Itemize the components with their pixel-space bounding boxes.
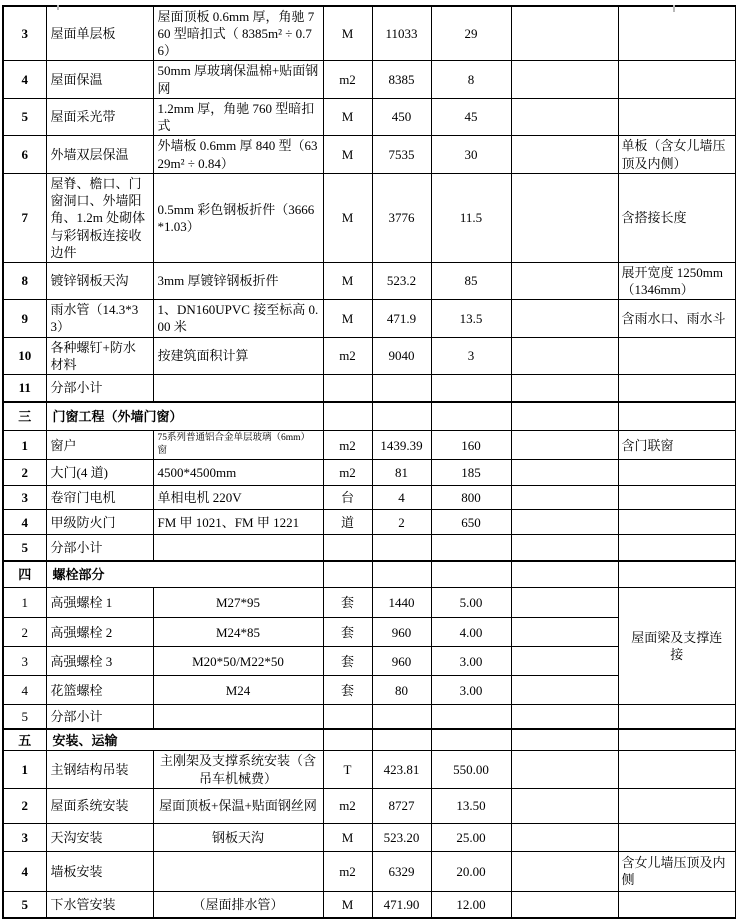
row-number-cell[interactable]: 2 <box>3 618 46 647</box>
price-cell[interactable]: 25.00 <box>431 823 511 851</box>
note-cell[interactable]: 含搭接长度 <box>618 174 736 263</box>
table-row <box>3 751 736 788</box>
spec-description-cell[interactable] <box>153 705 323 729</box>
unit-cell[interactable]: 套 <box>323 618 372 647</box>
quantity-cell[interactable] <box>372 561 431 588</box>
unit-cell[interactable]: m2 <box>323 460 372 486</box>
row-number-cell[interactable]: 4 <box>3 676 46 705</box>
unit-cell[interactable]: m2 <box>323 430 372 460</box>
blank-cell[interactable] <box>511 751 618 788</box>
quantity-cell[interactable]: 8385 <box>372 61 431 98</box>
unit-cell[interactable]: M <box>323 823 372 851</box>
blank-cell[interactable] <box>511 676 618 705</box>
price-cell[interactable]: 85 <box>431 262 511 299</box>
quantity-cell[interactable]: 3776 <box>372 174 431 263</box>
quantity-cell[interactable]: 960 <box>372 647 431 676</box>
unit-cell[interactable]: m2 <box>323 61 372 98</box>
price-cell[interactable]: 550.00 <box>431 751 511 788</box>
item-name-cell[interactable]: 外墙双层保温 <box>46 136 153 174</box>
item-name-cell[interactable]: 卷帘门电机 <box>46 486 153 510</box>
unit-cell[interactable]: 道 <box>323 510 372 535</box>
unit-cell[interactable] <box>323 705 372 729</box>
unit-cell[interactable]: m2 <box>323 337 372 374</box>
quantity-cell[interactable]: 423.81 <box>372 751 431 788</box>
note-cell[interactable] <box>618 61 736 98</box>
unit-cell[interactable]: M <box>323 891 372 918</box>
unit-cell[interactable]: m2 <box>323 851 372 891</box>
quantity-cell[interactable]: 471.90 <box>372 891 431 918</box>
blank-cell[interactable] <box>511 460 618 486</box>
unit-cell[interactable]: M <box>323 262 372 299</box>
table-row <box>3 337 736 374</box>
clipped-gridline-artifact <box>57 5 59 10</box>
unit-cell[interactable]: 套 <box>323 647 372 676</box>
section-number-cell[interactable]: 五 <box>3 729 46 751</box>
row-number-cell[interactable]: 3 <box>3 823 46 851</box>
unit-cell[interactable]: T <box>323 751 372 788</box>
item-name-cell[interactable]: 花篮螺栓 <box>46 676 153 705</box>
table-row <box>3 460 736 486</box>
quantity-cell[interactable]: 81 <box>372 460 431 486</box>
note-cell[interactable] <box>618 98 736 135</box>
blank-cell[interactable] <box>511 374 618 402</box>
table-row <box>3 535 736 561</box>
table-row <box>3 174 736 263</box>
section-header-row <box>3 402 736 430</box>
blank-cell[interactable] <box>511 788 618 823</box>
blank-cell[interactable] <box>511 174 618 263</box>
table-row <box>3 486 736 510</box>
spec-description-cell[interactable]: 钢板天沟 <box>153 823 323 851</box>
price-cell[interactable]: 4.00 <box>431 618 511 647</box>
spec-description-cell[interactable]: M20*50/M22*50 <box>153 647 323 676</box>
price-cell[interactable]: 5.00 <box>431 588 511 618</box>
item-name-cell[interactable]: 各种螺钉+防水材料 <box>46 337 153 374</box>
section-number-cell[interactable]: 三 <box>3 402 46 430</box>
blank-cell[interactable] <box>511 647 618 676</box>
item-name-cell[interactable]: 墙板安装 <box>46 851 153 891</box>
note-cell[interactable] <box>618 561 736 588</box>
blank-cell[interactable] <box>511 300 618 337</box>
item-name-cell[interactable]: 天沟安装 <box>46 823 153 851</box>
price-cell[interactable] <box>431 561 511 588</box>
blank-cell[interactable] <box>511 891 618 918</box>
blank-cell[interactable] <box>511 136 618 174</box>
unit-cell[interactable]: 台 <box>323 486 372 510</box>
table-row <box>3 705 736 729</box>
row-number-cell[interactable]: 5 <box>3 705 46 729</box>
unit-cell[interactable]: M <box>323 300 372 337</box>
blank-cell[interactable] <box>511 588 618 618</box>
blank-cell[interactable] <box>511 729 618 751</box>
row-number-cell[interactable]: 5 <box>3 535 46 561</box>
note-cell[interactable] <box>618 535 736 561</box>
quantity-cell[interactable]: 4 <box>372 486 431 510</box>
row-number-cell[interactable]: 4 <box>3 851 46 891</box>
price-cell[interactable]: 13.5 <box>431 300 511 337</box>
blank-cell[interactable] <box>511 535 618 561</box>
item-name-cell[interactable]: 屋面系统安装 <box>46 788 153 823</box>
unit-cell[interactable] <box>323 402 372 430</box>
row-number-cell[interactable]: 3 <box>3 647 46 676</box>
price-cell[interactable]: 800 <box>431 486 511 510</box>
section-title-cell[interactable]: 门窗工程（外墙门窗） <box>46 402 323 430</box>
table-row <box>3 61 736 98</box>
section-number-cell[interactable]: 四 <box>3 561 46 588</box>
quantity-cell[interactable]: 11033 <box>372 6 431 61</box>
quantity-cell[interactable] <box>372 705 431 729</box>
row-number-cell[interactable]: 6 <box>3 136 46 174</box>
spec-description-cell[interactable]: 按建筑面积计算 <box>153 337 323 374</box>
table-row <box>3 510 736 535</box>
spec-description-cell[interactable]: M24 <box>153 676 323 705</box>
quantity-cell[interactable]: 8727 <box>372 788 431 823</box>
spec-description-cell[interactable] <box>153 535 323 561</box>
blank-cell[interactable] <box>511 561 618 588</box>
blank-cell[interactable] <box>511 823 618 851</box>
price-cell[interactable]: 30 <box>431 136 511 174</box>
price-cell[interactable] <box>431 729 511 751</box>
note-cell[interactable] <box>618 788 736 823</box>
note-cell[interactable] <box>618 891 736 918</box>
row-number-cell[interactable]: 1 <box>3 588 46 618</box>
item-name-cell[interactable]: 高强螺栓 1 <box>46 588 153 618</box>
item-name-cell[interactable]: 大门(4 道) <box>46 460 153 486</box>
price-cell[interactable] <box>431 705 511 729</box>
unit-cell[interactable] <box>323 729 372 751</box>
price-cell[interactable]: 185 <box>431 460 511 486</box>
note-cell[interactable] <box>618 823 736 851</box>
table-row <box>3 98 736 135</box>
price-cell[interactable] <box>431 374 511 402</box>
unit-cell[interactable]: M <box>323 6 372 61</box>
quantity-cell[interactable]: 7535 <box>372 136 431 174</box>
price-cell[interactable]: 20.00 <box>431 851 511 891</box>
table-row <box>3 6 736 61</box>
quantity-cell[interactable]: 6329 <box>372 851 431 891</box>
row-number-cell[interactable]: 4 <box>3 510 46 535</box>
item-name-cell[interactable]: 分部小计 <box>46 374 153 402</box>
row-number-cell[interactable]: 3 <box>3 6 46 61</box>
row-number-cell[interactable]: 5 <box>3 98 46 135</box>
note-cell[interactable] <box>618 374 736 402</box>
quantity-cell[interactable]: 471.9 <box>372 300 431 337</box>
quantity-cell[interactable]: 80 <box>372 676 431 705</box>
note-cell[interactable]: 含女儿墙压顶及内侧 <box>618 851 736 891</box>
blank-cell[interactable] <box>511 510 618 535</box>
spec-description-cell[interactable]: 3mm 厚镀锌钢板折件 <box>153 262 323 299</box>
table-row <box>3 374 736 402</box>
price-cell[interactable]: 160 <box>431 430 511 460</box>
row-number-cell[interactable]: 4 <box>3 61 46 98</box>
blank-cell[interactable] <box>511 430 618 460</box>
spec-description-cell[interactable]: FM 甲 1021、FM 甲 1221 <box>153 510 323 535</box>
price-cell[interactable]: 8 <box>431 61 511 98</box>
spec-description-cell[interactable]: 75系列普通铝合金单层玻璃（6mm）窗 <box>153 430 323 460</box>
price-cell[interactable]: 45 <box>431 98 511 135</box>
note-cell[interactable] <box>618 402 736 430</box>
note-cell[interactable] <box>618 337 736 374</box>
note-cell[interactable] <box>618 751 736 788</box>
quantity-cell[interactable]: 1439.39 <box>372 430 431 460</box>
price-cell[interactable]: 650 <box>431 510 511 535</box>
row-number-cell[interactable]: 9 <box>3 300 46 337</box>
blank-cell[interactable] <box>511 262 618 299</box>
unit-cell[interactable]: 套 <box>323 588 372 618</box>
spec-description-cell[interactable]: M27*95 <box>153 588 323 618</box>
row-number-cell[interactable]: 3 <box>3 486 46 510</box>
note-cell[interactable] <box>618 510 736 535</box>
note-cell[interactable]: 屋面梁及支撑连接 <box>618 588 736 705</box>
spec-description-cell[interactable]: 1、DN160UPVC 接至标高 0.00 米 <box>153 300 323 337</box>
row-number-cell[interactable]: 7 <box>3 174 46 263</box>
row-number-cell[interactable]: 5 <box>3 891 46 918</box>
blank-cell[interactable] <box>511 618 618 647</box>
spec-description-cell[interactable]: 4500*4500mm <box>153 460 323 486</box>
unit-cell[interactable] <box>323 561 372 588</box>
note-cell[interactable] <box>618 486 736 510</box>
unit-cell[interactable]: M <box>323 174 372 263</box>
table-row <box>3 823 736 851</box>
quantity-cell[interactable] <box>372 402 431 430</box>
price-cell[interactable]: 12.00 <box>431 891 511 918</box>
price-cell[interactable]: 11.5 <box>431 174 511 263</box>
spec-description-cell[interactable]: （屋面排水管） <box>153 891 323 918</box>
unit-cell[interactable]: m2 <box>323 788 372 823</box>
spec-description-cell[interactable]: 50mm 厚玻璃保温棉+贴面钢网 <box>153 61 323 98</box>
note-cell[interactable] <box>618 729 736 751</box>
unit-cell[interactable] <box>323 535 372 561</box>
blank-cell[interactable] <box>511 98 618 135</box>
table-row <box>3 300 736 337</box>
quantity-cell[interactable]: 2 <box>372 510 431 535</box>
item-name-cell[interactable]: 窗户 <box>46 430 153 460</box>
note-cell[interactable]: 展开宽度 1250mm（1346mm） <box>618 262 736 299</box>
row-number-cell[interactable]: 2 <box>3 788 46 823</box>
row-number-cell[interactable]: 8 <box>3 262 46 299</box>
item-name-cell[interactable]: 屋面采光带 <box>46 98 153 135</box>
item-name-cell[interactable]: 屋面保温 <box>46 61 153 98</box>
spec-description-cell[interactable]: 主刚架及支撑系统安装（含吊车机械费） <box>153 751 323 788</box>
item-name-cell[interactable]: 主钢结构吊装 <box>46 751 153 788</box>
blank-cell[interactable] <box>511 705 618 729</box>
quantity-cell[interactable]: 523.20 <box>372 823 431 851</box>
price-cell[interactable]: 3.00 <box>431 647 511 676</box>
price-cell[interactable]: 13.50 <box>431 788 511 823</box>
note-cell[interactable]: 含雨水口、雨水斗 <box>618 300 736 337</box>
row-number-cell[interactable]: 1 <box>3 430 46 460</box>
section-header-row <box>3 729 736 751</box>
row-number-cell[interactable]: 10 <box>3 337 46 374</box>
price-cell[interactable]: 3 <box>431 337 511 374</box>
spec-description-cell[interactable]: M24*85 <box>153 618 323 647</box>
item-name-cell[interactable]: 甲级防火门 <box>46 510 153 535</box>
quantity-cell[interactable] <box>372 374 431 402</box>
unit-cell[interactable] <box>323 374 372 402</box>
item-name-cell[interactable]: 分部小计 <box>46 535 153 561</box>
item-name-cell[interactable]: 雨水管（14.3*33） <box>46 300 153 337</box>
table-row <box>3 788 736 823</box>
item-name-cell[interactable]: 屋面单层板 <box>46 6 153 61</box>
spec-description-cell[interactable]: 1.2mm 厚，角驰 760 型暗扣式 <box>153 98 323 135</box>
unit-cell[interactable]: 套 <box>323 676 372 705</box>
blank-cell[interactable] <box>511 486 618 510</box>
item-name-cell[interactable]: 下水管安装 <box>46 891 153 918</box>
spec-description-cell[interactable]: 0.5mm 彩色钢板折件（3666*1.03） <box>153 174 323 263</box>
blank-cell[interactable] <box>511 851 618 891</box>
item-name-cell[interactable]: 屋脊、檐口、门窗洞口、外墙阳角、1.2m 处砌体与彩钢板连接收边件 <box>46 174 153 263</box>
spec-description-cell[interactable]: 屋面顶板 0.6mm 厚，角驰 760 型暗扣式（ 8385m² ÷ 0.76） <box>153 6 323 61</box>
table-row <box>3 136 736 174</box>
blank-cell[interactable] <box>511 6 618 61</box>
row-number-cell[interactable]: 11 <box>3 374 46 402</box>
unit-cell[interactable]: M <box>323 98 372 135</box>
quantity-cell[interactable]: 960 <box>372 618 431 647</box>
price-cell[interactable]: 29 <box>431 6 511 61</box>
table-row <box>3 430 736 460</box>
blank-cell[interactable] <box>511 402 618 430</box>
quantity-cell[interactable]: 450 <box>372 98 431 135</box>
note-cell[interactable] <box>618 705 736 729</box>
price-cell[interactable] <box>431 402 511 430</box>
blank-cell[interactable] <box>511 61 618 98</box>
price-cell[interactable] <box>431 535 511 561</box>
section-title-cell[interactable]: 螺栓部分 <box>46 561 323 588</box>
item-name-cell[interactable]: 高强螺栓 3 <box>46 647 153 676</box>
item-name-cell[interactable]: 分部小计 <box>46 705 153 729</box>
section-header-row <box>3 561 736 588</box>
quantity-cell[interactable] <box>372 535 431 561</box>
clipped-gridline-artifact <box>673 5 675 12</box>
spec-description-cell[interactable]: 单相电机 220V <box>153 486 323 510</box>
quantity-cell[interactable]: 523.2 <box>372 262 431 299</box>
item-name-cell[interactable]: 高强螺栓 2 <box>46 618 153 647</box>
spec-description-cell[interactable]: 屋面顶板+保温+贴面钢丝网 <box>153 788 323 823</box>
quantity-cell[interactable]: 9040 <box>372 337 431 374</box>
section-title-cell[interactable]: 安装、运输 <box>46 729 323 751</box>
quantity-cell[interactable] <box>372 729 431 751</box>
cost-estimate-table <box>2 5 736 919</box>
note-cell[interactable]: 单板（含女儿墙压顶及内侧） <box>618 136 736 174</box>
table-row <box>3 588 736 618</box>
spec-description-cell[interactable]: 外墙板 0.6mm 厚 840 型（6329m² ÷ 0.84） <box>153 136 323 174</box>
table-row <box>3 262 736 299</box>
table-row <box>3 891 736 918</box>
spec-description-cell[interactable] <box>153 851 323 891</box>
quantity-cell[interactable]: 1440 <box>372 588 431 618</box>
row-number-cell[interactable]: 1 <box>3 751 46 788</box>
item-name-cell[interactable]: 镀锌钢板天沟 <box>46 262 153 299</box>
note-cell[interactable] <box>618 460 736 486</box>
spec-description-cell[interactable] <box>153 374 323 402</box>
table-row <box>3 851 736 891</box>
note-cell[interactable] <box>618 6 736 61</box>
blank-cell[interactable] <box>511 337 618 374</box>
price-cell[interactable]: 3.00 <box>431 676 511 705</box>
row-number-cell[interactable]: 2 <box>3 460 46 486</box>
unit-cell[interactable]: M <box>323 136 372 174</box>
note-cell[interactable]: 含门联窗 <box>618 430 736 460</box>
